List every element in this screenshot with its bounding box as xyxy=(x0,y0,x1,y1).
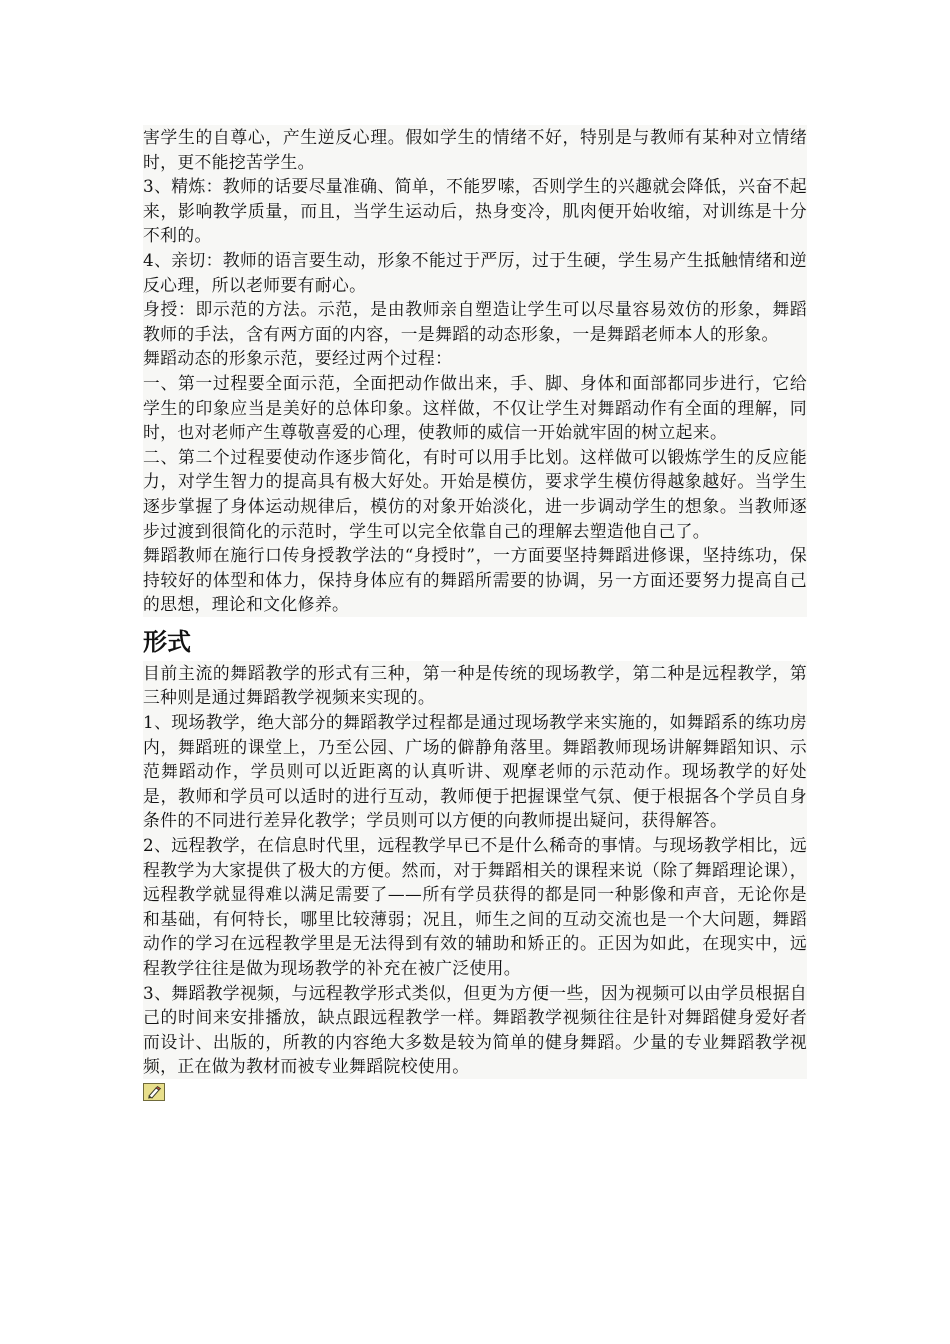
paragraph: 1、现场教学，绝大部分的舞蹈教学过程都是通过现场教学来实施的，如舞蹈系的练功房内，舞蹈班的课堂上，乃至公园、广场的僻静角落里。舞蹈教师现场讲解舞蹈知识、示范舞蹈动作，学员则可以近距离的认真听讲、观摩老师的示范动作。现场教学的好处是，教师和学员可以适时的进行互动，教师便于把握课堂气氛、便于根据各个学员自身条件的不同进行差异化教学；学员则可以方便的向教师提出疑问，获得解答。 xyxy=(143,712,807,831)
paragraph: 害学生的自尊心，产生逆反心理。假如学生的情绪不好，特别是与教师有某种对立情绪时，更不能挖苦学生。 xyxy=(143,127,807,172)
paragraph: 舞蹈动态的形象示范，要经过两个过程： xyxy=(143,348,453,369)
paragraph: 3、精炼：教师的话要尽量准确、简单，不能罗嗦，否则学生的兴趣就会降低，兴奋不起来，影响教学质量，而且，当学生运动后，热身变冷，肌肉便开始收缩，对训练是十分不利的。 xyxy=(143,176,807,246)
paragraph: 2、远程教学，在信息时代里，远程教学早已不是什么稀奇的事情。与现场教学相比，远程教学为大家提供了极大的方便。然而，对于舞蹈相关的课程来说（除了舞蹈理论课），远程教学就显得难以满足需要了——所有学员获得的都是同一种影像和声音，无论你是和基础，有何特长，哪里比较薄弱；况且，师生之间的互动交流也是一个大问题，舞蹈动作的学习在远程教学里是无法得到有效的辅助和矫正的。正因为如此，在现实中，远程教学往往是做为现场教学的补充在被广泛使用。 xyxy=(143,835,807,978)
pencil-glyph xyxy=(146,1085,162,1099)
paragraph: 4、亲切：教师的语言要生动，形象不能过于严厉，过于生硬，学生易产生抵触情绪和逆反心理，所以老师要有耐心。 xyxy=(143,249,807,295)
paragraph: 舞蹈教师在施行口传身授教学法的“身授时”，一方面要坚持舞蹈进修课，坚持练功，保持较好的体型和体力，保持身体应有的舞蹈所需要的协调，另一方面还要努力提高自己的思想，理论和文化修养。 xyxy=(143,545,807,615)
paragraph: 3、舞蹈教学视频，与远程教学形式类似，但更为方便一些，因为视频可以由学员根据自己的时间来安排播放，缺点跟远程教学一样。舞蹈教学视频往往是针对舞蹈健身爱好者而设计、出版的，所教的内容绝大多数是较为简单的健身舞蹈。少量的专业舞蹈教学视频，正在做为教材而被专业舞蹈院校使用。 xyxy=(143,982,807,1077)
section-forms xyxy=(143,661,807,1079)
document-body xyxy=(143,125,807,1101)
paragraph: 二、第二个过程要使动作逐步简化，有时可以用手比划。这样做可以锻炼学生的反应能力，对学生智力的提高具有极大好处。开始是模仿，要求学生模仿得越象越好。当学生逐步掌握了身体运动规律后，模仿的对象开始淡化，进一步调动学生的想象。当教师逐步过渡到很简化的示范时，学生可以完全依靠自己的理解去塑造他自己了。 xyxy=(143,446,807,541)
paragraph: 目前主流的舞蹈教学的形式有三种，第一种是传统的现场教学，第二种是远程教学，第三种则是通过舞蹈教学视频来实现的。 xyxy=(143,662,807,708)
paragraph: 身授：即示范的方法。示范，是由教师亲自塑造让学生可以尽量容易效仿的形象，舞蹈教师的手法，含有两方面的内容，一是舞蹈的动态形象，一是舞蹈老师本人的形象。 xyxy=(143,299,807,344)
paragraph: 一、第一过程要全面示范，全面把动作做出来，手、脚、身体和面部都同步进行，它给学生的印象应当是美好的总体印象。这样做，不仅让学生对舞蹈动作有全面的理解，同时，也对老师产生尊敬喜爱的心理，使教师的威信一开始就牢固的树立起来。 xyxy=(143,372,807,443)
section-mouth-body-teaching xyxy=(143,125,807,617)
section-heading: 形式 xyxy=(143,617,807,661)
document-edit-icon[interactable] xyxy=(143,1083,165,1101)
